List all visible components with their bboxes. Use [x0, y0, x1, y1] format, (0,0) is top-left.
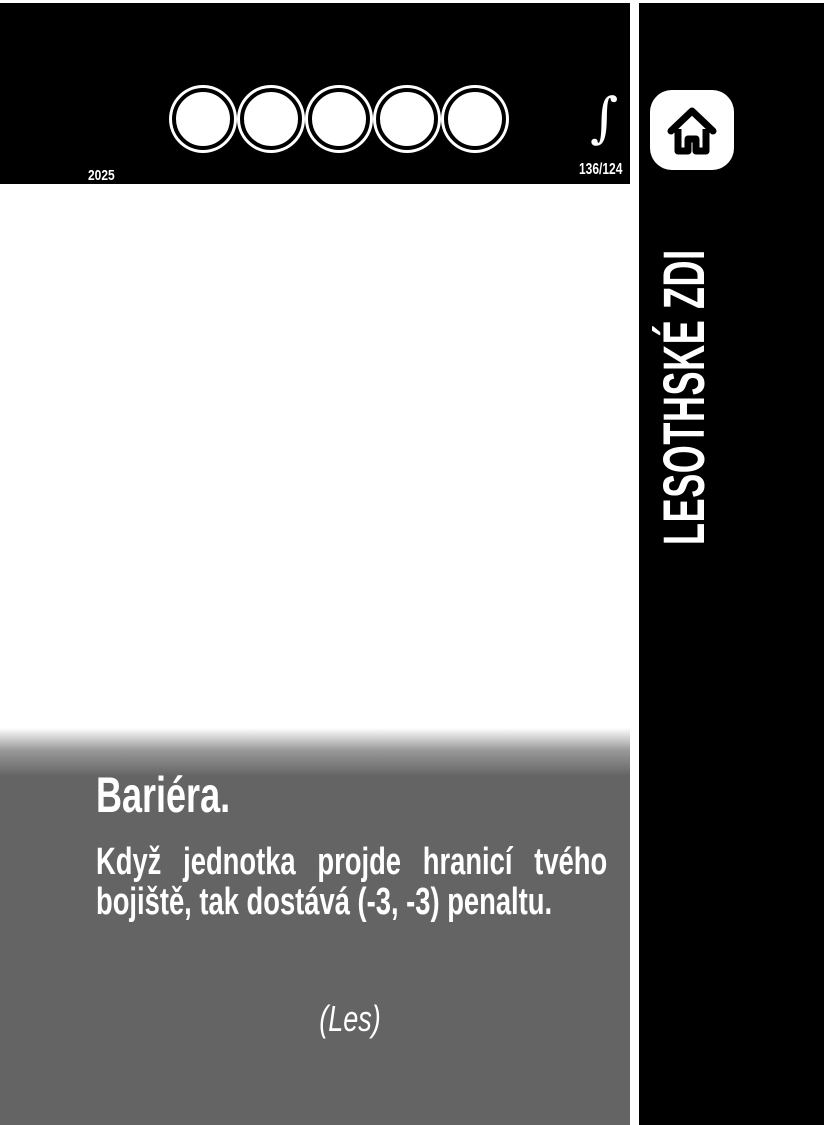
- text-box: [0, 728, 630, 1125]
- collector-number: 136/124: [579, 161, 623, 178]
- set-symbol: ∫: [590, 86, 619, 149]
- card-title: [652, 0, 717, 545]
- cost-pip: [444, 88, 506, 150]
- card-header: [0, 3, 630, 184]
- flavor-text: [0, 998, 700, 1040]
- ability-text-line: bojiště, tak dostává (-3, -3) penaltu.: [96, 881, 553, 923]
- cost-pip: [172, 88, 234, 150]
- flavor-text-value: (Les): [319, 998, 381, 1039]
- card-year: 2025: [88, 167, 115, 184]
- card-title-text: LESOTHSKÉ ZDI: [652, 249, 717, 545]
- cost-pips: [172, 88, 506, 150]
- cost-pip: [376, 88, 438, 150]
- ability-text: [96, 842, 607, 922]
- ability-name: Bariéra.: [96, 767, 231, 823]
- cost-pip: [308, 88, 370, 150]
- cost-pip: [240, 88, 302, 150]
- ability-text-line: Když jednotka projde hranicí tvého: [96, 841, 608, 883]
